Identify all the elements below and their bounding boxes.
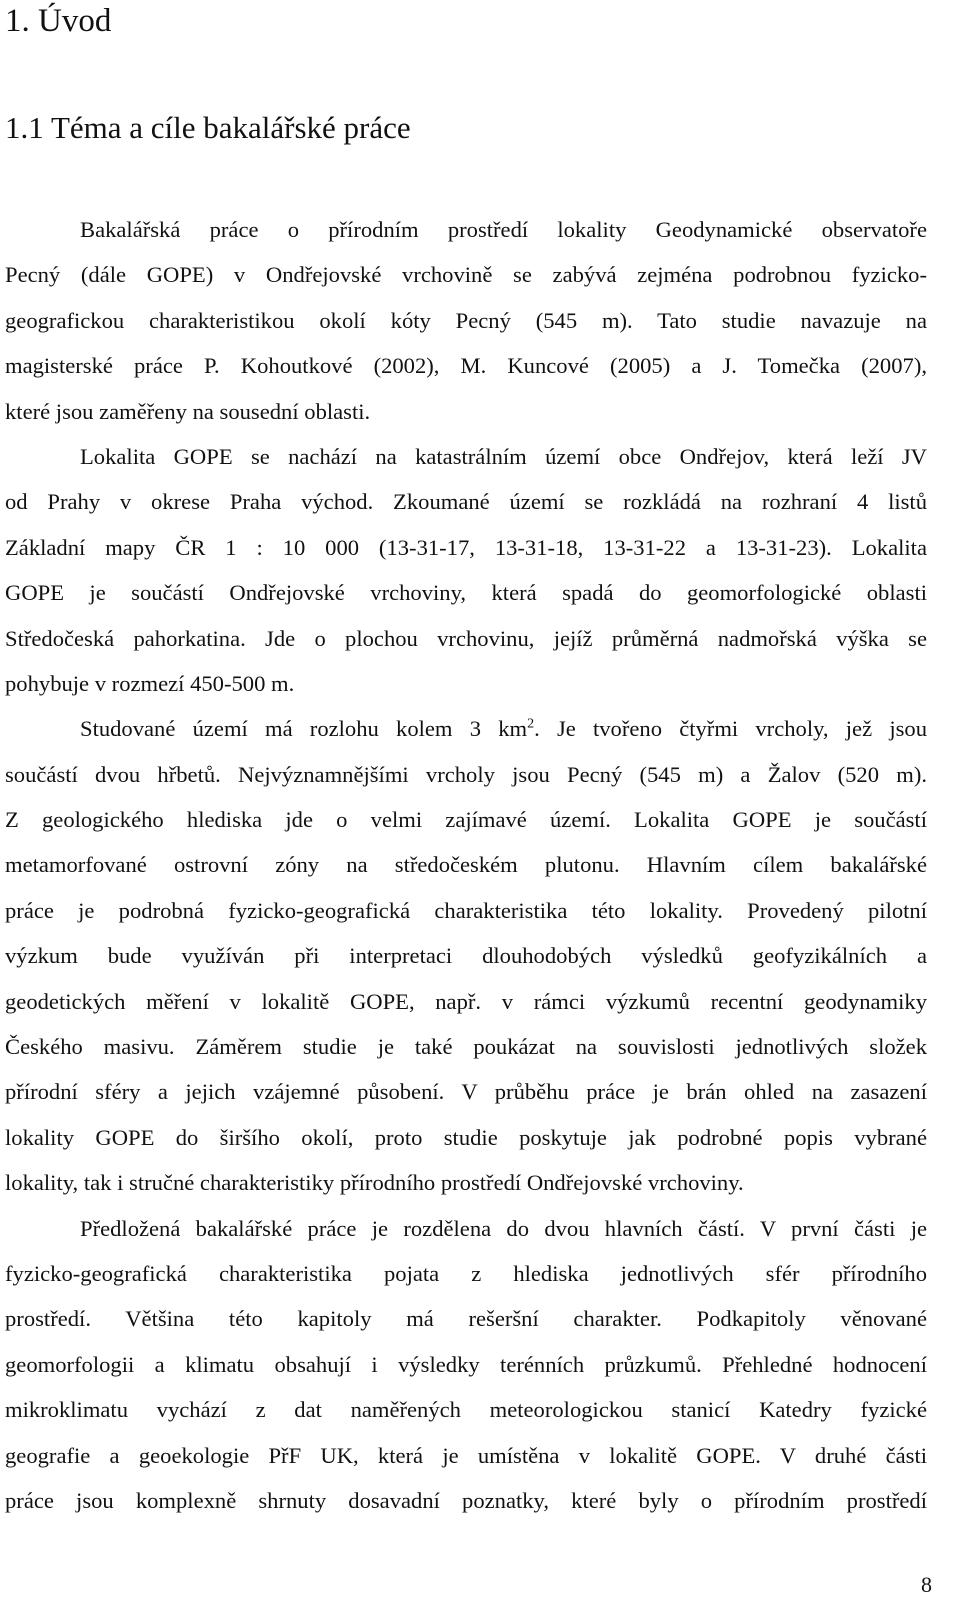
text-line: Středočeská pahorkatina. Jde o plochou vrchovinu, jejíž průměrná nadmořská výška se — [5, 625, 927, 651]
superscript: 2 — [527, 716, 535, 732]
text-line: magisterské práce P. Kohoutkové (2002), M. Kuncové (2005) a J. Tomečka (2007), — [5, 353, 927, 379]
text-line: metamorfované ostrovní zóny na středočeském plutonu. Hlavním cílem bakalářské — [5, 852, 927, 878]
text-segment: . Je tvořeno čtyřmi vrcholy, jež jsou — [534, 716, 927, 742]
text-line: mikroklimatu vychází z dat naměřených meteorologickou stanicí Katedry fyzické — [5, 1397, 927, 1423]
text-line: součástí dvou hřbetů. Nejvýznamnějšími vrcholy jsou Pecný (545 m) a Žalov (520 m). — [5, 761, 927, 787]
text-line: GOPE je součástí Ondřejovské vrchoviny, která spadá do geomorfologické oblasti — [5, 580, 927, 606]
text-line: lokality GOPE do širšího okolí, proto studie poskytuje jak podrobné popis vybrané — [5, 1124, 927, 1150]
text-line: lokality, tak i stručné charakteristiky přírodního prostředí Ondřejovské vrchoviny. — [5, 1170, 744, 1196]
chapter-heading: 1. Úvod — [5, 3, 112, 39]
text-line: Z geologického hlediska jde o velmi zajímavé území. Lokalita GOPE je součástí — [5, 807, 927, 833]
text-line: Pecný (dále GOPE) v Ondřejovské vrchovině se zabývá zejména podrobnou fyzicko- — [5, 262, 927, 288]
text-line: od Prahy v okrese Praha východ. Zkoumané území se rozkládá na rozhraní 4 listů — [5, 489, 927, 515]
text-line: fyzicko-geografická charakteristika pojata z hlediska jednotlivých sfér přírodního — [5, 1260, 927, 1286]
text-line: které jsou zaměřeny na sousední oblasti. — [5, 398, 371, 424]
text-line: Českého masivu. Záměrem studie je také poukázat na souvislosti jednotlivých složek — [5, 1034, 927, 1060]
text-line: přírodní sféry a jejich vzájemné působení. V průběhu práce je brán ohled na zasazení — [5, 1079, 927, 1105]
text-segment: Studované území má rozlohu kolem 3 km — [80, 716, 528, 742]
text-line: Základní mapy ČR 1 : 10 000 (13-31-17, 13-31-18, 13-31-22 a 13-31-23). Lokalita — [5, 534, 927, 560]
text-line: práce je podrobná fyzicko-geografická charakteristika této lokality. Provedený pilotní — [5, 897, 927, 923]
section-heading: 1.1 Téma a cíle bakalářské práce — [5, 110, 411, 145]
text-line: geografie a geoekologie PřF UK, která je umístěna v lokalitě GOPE. V druhé části — [5, 1442, 927, 1468]
body-text — [5, 207, 927, 1523]
text-line: Bakalářská práce o přírodním prostředí lokality Geodynamické observatoře — [80, 217, 927, 242]
text-line: výzkum bude využíván při interpretaci dlouhodobých výsledků geofyzikálních a — [5, 943, 927, 969]
text-line: geodetických měření v lokalitě GOPE, např. v rámci výzkumů recentní geodynamiky — [5, 988, 927, 1014]
text-line: práce jsou komplexně shrnuty dosavadní poznatky, které byly o přírodním prostředí — [5, 1487, 927, 1513]
text-line: Předložená bakalářské práce je rozdělena do dvou hlavních částí. V první části je — [80, 1215, 927, 1241]
text-line: pohybuje v rozmezí 450-500 m. — [5, 670, 295, 696]
page-number: 8 — [921, 1572, 932, 1597]
text-line: geomorfologii a klimatu obsahují i výsledky terénních průzkumů. Přehledné hodnocení — [5, 1351, 927, 1377]
text-line: geografickou charakteristikou okolí kóty Pecný (545 m). Tato studie navazuje na — [5, 307, 927, 333]
text-line: Lokalita GOPE se nachází na katastrálním území obce Ondřejov, která leží JV — [80, 443, 927, 469]
text-line: prostředí. Většina této kapitoly má rešeršní charakter. Podkapitoly věnované — [5, 1306, 927, 1332]
text-line — [5, 706, 927, 751]
